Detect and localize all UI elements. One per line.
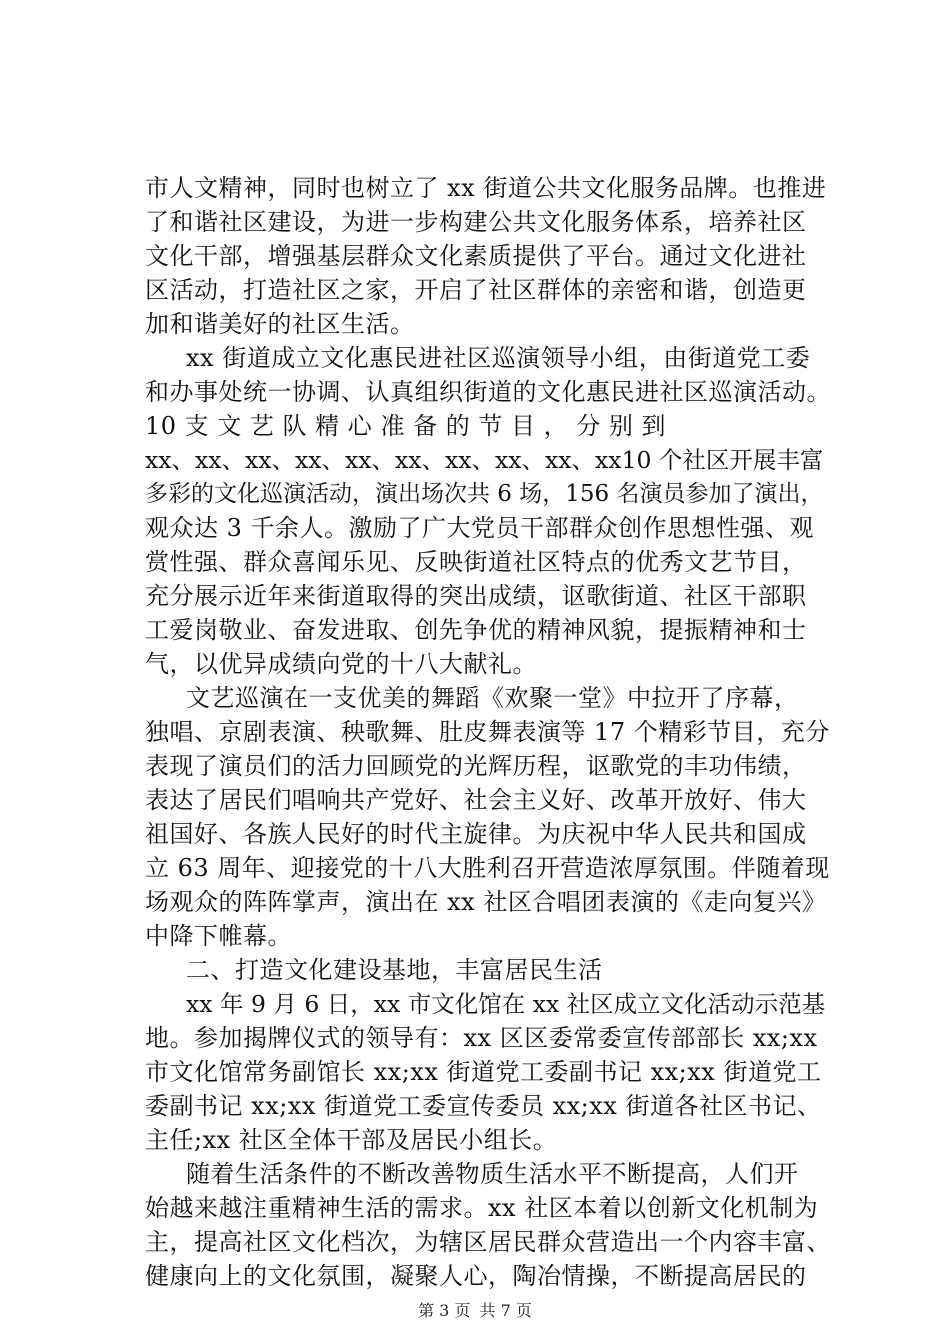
text-line: xx、xx、xx、xx、xx、xx、xx、xx、xx、xx10 个社区开展丰富 [145, 446, 824, 474]
text-line: 主，提高社区文化档次，为辖区居民群众营造出一个内容丰富、 [145, 1228, 831, 1256]
page-number: 第 3 页 [418, 1301, 471, 1320]
text-line: 立 63 周年、迎接党的十八大胜利召开营造浓厚氛围。伴随着现 [145, 854, 830, 882]
paragraph-first-line: xx 年 9 月 6 日，xx 市文化馆在 xx 社区成立文化活动示范基 [186, 990, 826, 1018]
text-line: 市人文精神，同时也树立了 xx 街道公共文化服务品牌。也推进 [145, 174, 827, 202]
text-line: 表达了居民们唱响共产党好、社会主义好、改革开放好、伟大 [145, 786, 807, 814]
text-line: 气，以优异成绩向党的十八大献礼。 [145, 650, 537, 678]
section-heading: 二、打造文化建设基地，丰富居民生活 [186, 956, 603, 984]
paragraph-first-line: xx 街道成立文化惠民进社区巡演领导小组，由街道党工委 [186, 344, 811, 372]
page-footer [0, 1300, 950, 1322]
paragraph-first-line: 随着生活条件的不断改善物质生活水平不断提高，人们开 [186, 1160, 799, 1188]
text-line: 祖国好、各族人民好的时代主旋律。为庆祝中华人民共和国成 [145, 820, 807, 848]
page-total: 共 7 页 [479, 1301, 532, 1320]
text-line: 中降下帷幕。 [145, 922, 292, 950]
text-line: 主任;xx 社区全体干部及居民小组长。 [145, 1126, 558, 1154]
text-line: 观众达 3 千余人。激励了广大党员干部群众创作思想性强、观 [145, 514, 815, 542]
text-line: 地。参加揭牌仪式的领导有：xx 区区委常委宣传部部长 xx;xx [145, 1024, 818, 1052]
text-line: 10 支 文 艺 队 精 心 准 备 的 节 目 ， 分 别 到 [145, 412, 666, 440]
text-line: 赏性强、群众喜闻乐见、反映街道社区特点的优秀文艺节目， [145, 548, 807, 576]
text-line: 委副书记 xx;xx 街道党工委宣传委员 xx;xx 街道各社区书记、 [145, 1092, 822, 1120]
text-line: 区活动，打造社区之家，开启了社区群体的亲密和谐，创造更 [145, 276, 807, 304]
paragraph-first-line: 文艺巡演在一支优美的舞蹈《欢聚一堂》中拉开了序幕， [186, 684, 799, 712]
text-line: 独唱、京剧表演、秧歌舞、肚皮舞表演等 17 个精彩节目，充分 [145, 718, 830, 746]
text-line: 了和谐社区建设，为进一步构建公共文化服务体系，培养社区 [145, 208, 807, 236]
text-line: 健康向上的文化氛围，凝聚人心，陶冶情操，不断提高居民的 [145, 1262, 807, 1290]
text-line: 充分展示近年来街道取得的突出成绩，讴歌街道、社区干部职 [145, 582, 807, 610]
text-line: 多彩的文化巡演活动，演出场次共 6 场，156 名演员参加了演出， [145, 481, 824, 507]
text-line: 文化干部，增强基层群众文化素质提供了平台。通过文化进社 [145, 242, 807, 270]
text-line: 场观众的阵阵掌声，演出在 xx 社区合唱团表演的《走向复兴》 [145, 888, 827, 916]
text-line: 加和谐美好的社区生活。 [145, 310, 415, 338]
text-line: 市文化馆常务副馆长 xx;xx 街道党工委副书记 xx;xx 街道党工 [145, 1058, 822, 1086]
text-line: 和办事处统一协调、认真组织街道的文化惠民进社区巡演活动。 [145, 378, 831, 406]
text-line: 始越来越注重精神生活的需求。xx 社区本着以创新文化机制为 [145, 1194, 819, 1222]
text-line: 表现了演员们的活力回顾党的光辉历程，讴歌党的丰功伟绩， [145, 752, 807, 780]
text-line: 工爱岗敬业、奋发进取、创先争优的精神风貌，提振精神和士 [145, 616, 807, 644]
